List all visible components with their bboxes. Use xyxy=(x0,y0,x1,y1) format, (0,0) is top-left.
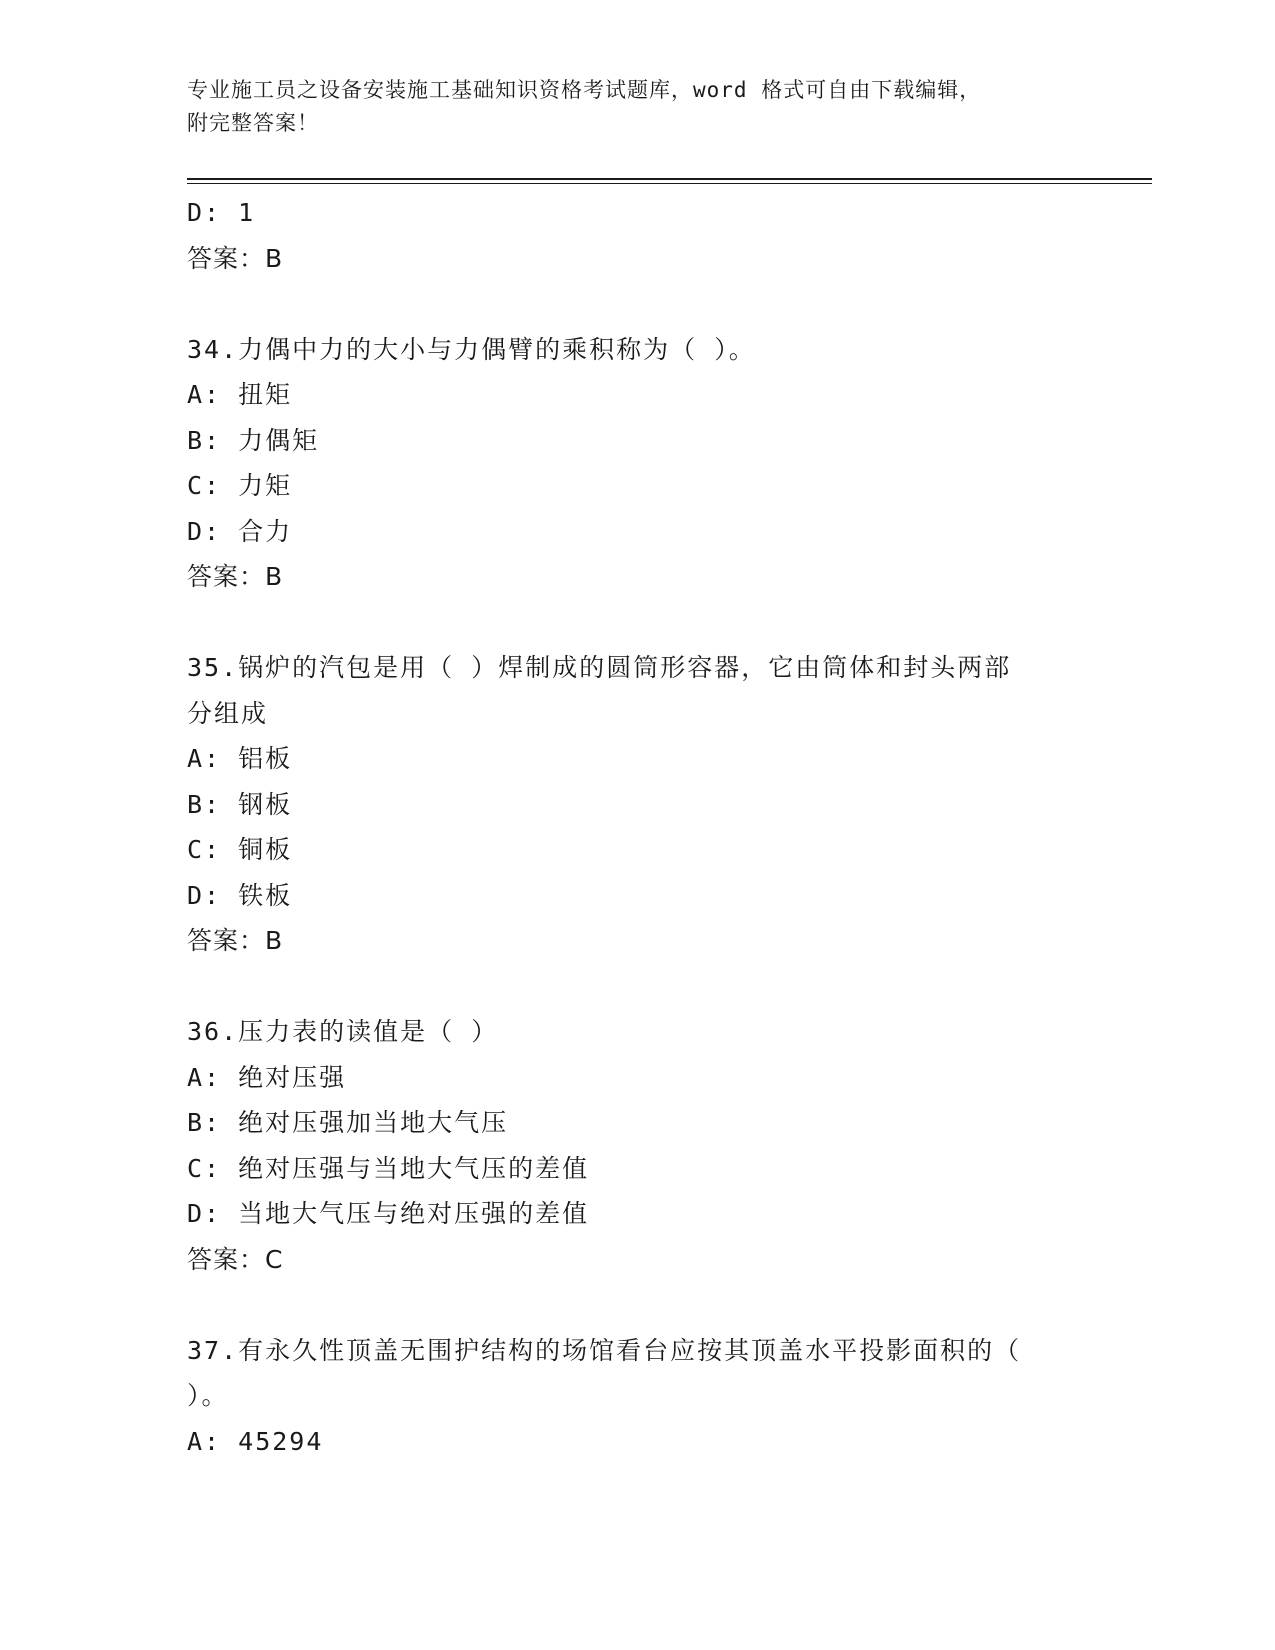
question-stem: 36.压力表的读值是（ ） xyxy=(187,1017,499,1046)
question-stem: 34.力偶中力的大小与力偶臂的乘积称为（ ）。 xyxy=(187,334,756,364)
question-34 xyxy=(187,327,1087,600)
question-35 xyxy=(187,645,1087,964)
option-a: A: 铝板 xyxy=(187,744,293,773)
question-36 xyxy=(187,1009,1087,1282)
option-c: C: 绝对压强与当地大气压的差值 xyxy=(187,1153,590,1183)
option-a: A: 绝对压强 xyxy=(187,1062,347,1092)
option-b: B: 力偶矩 xyxy=(187,425,320,455)
header-line-1: 专业施工员之设备安装施工基础知识资格考试题库，word 格式可自由下载编辑， xyxy=(187,78,982,102)
spacer xyxy=(187,281,1087,327)
prev-answer: 答案：B xyxy=(187,243,284,273)
question-stem-line-2: 分组成 xyxy=(187,698,269,728)
option-a: A: 45294 xyxy=(187,1426,324,1456)
option-d: D: 铁板 xyxy=(187,880,293,910)
header-divider-thick xyxy=(187,178,1152,180)
answer: 答案：B xyxy=(187,926,284,955)
option-a: A: 扭矩 xyxy=(187,380,293,409)
prev-option-d: D: 1 xyxy=(187,198,256,227)
question-stem-line-1: 37.有永久性顶盖无围护结构的场馆看台应按其顶盖水平投影面积的（ xyxy=(187,1335,1022,1365)
question-37 xyxy=(187,1328,1087,1465)
option-d: D: 合力 xyxy=(187,516,293,546)
option-b: B: 钢板 xyxy=(187,789,293,819)
header-line-2: 附完整答案！ xyxy=(187,111,319,135)
option-c: C: 铜板 xyxy=(187,835,293,864)
document-body xyxy=(187,190,1087,1464)
spacer xyxy=(187,1282,1087,1328)
option-c: C: 力矩 xyxy=(187,471,293,500)
spacer xyxy=(187,964,1087,1010)
answer: 答案：C xyxy=(187,1244,284,1274)
question-stem-line-2: ）。 xyxy=(187,1381,229,1410)
option-d: D: 当地大气压与绝对压强的差值 xyxy=(187,1199,590,1228)
option-b: B: 绝对压强加当地大气压 xyxy=(187,1108,509,1137)
header-divider-thin xyxy=(187,183,1152,184)
answer: 答案：B xyxy=(187,562,284,591)
spacer xyxy=(187,600,1087,646)
document-header xyxy=(187,74,1067,140)
question-stem-line-1: 35.锅炉的汽包是用（ ）焊制成的圆筒形容器，它由筒体和封头两部 xyxy=(187,653,1012,682)
